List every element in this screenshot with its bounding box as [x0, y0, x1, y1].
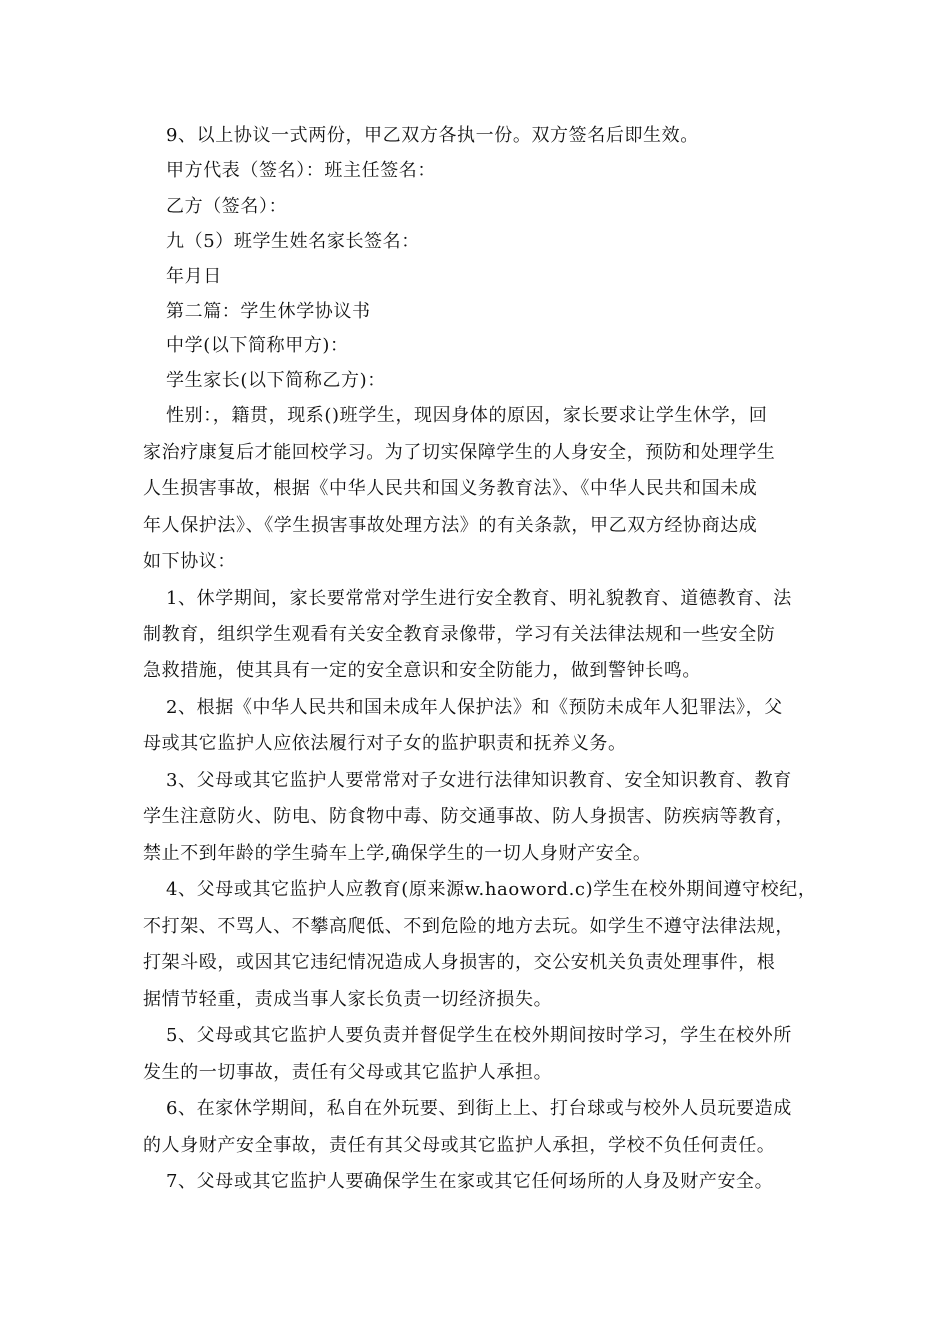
text-line: 急救措施，使其具有一定的安全意识和安全防能力，做到警钟长鸣。 [143, 660, 701, 681]
text-line: 学生注意防火、防电、防食物中毒、防交通事故、防人身损害、防疾病等教育， [143, 806, 794, 827]
text-line: 九（5）班学生姓名家长签名： [166, 231, 420, 252]
text-line: 5、父母或其它监护人要负责并督促学生在校外期间按时学习，学生在校外所 [166, 1025, 792, 1046]
text-line: 3、父母或其它监护人要常常对子女进行法律知识教育、安全知识教育、教育 [166, 770, 792, 791]
text-line: 乙方（签名）： [166, 196, 288, 217]
text-line: 年月日 [166, 266, 222, 287]
text-line: 如下协议： [143, 551, 236, 572]
text-line: 2、根据《中华人民共和国未成年人保护法》和《预防未成年人犯罪法》，父 [166, 697, 783, 718]
text-line: 禁止不到年龄的学生骑车上学,确保学生的一切人身财产安全。 [143, 843, 652, 864]
text-line: 性别：，籍贯，现系()班学生，现因身体的原因，家长要求让学生休学，回 [166, 405, 768, 426]
text-line: 据情节轻重，责成当事人家长负责一切经济损失。 [143, 989, 553, 1010]
text-line: 不打架、不骂人、不攀高爬低、不到危险的地方去玩。如学生不遵守法律法规， [143, 916, 794, 937]
text-line: 家治疗康复后才能回校学习。为了切实保障学生的人身安全，预防和处理学生 [143, 442, 776, 463]
text-line: 中学(以下简称甲方)： [166, 335, 349, 356]
text-line: 年人保护法》、《学生损害事故处理方法》的有关条款，甲乙双方经协商达成 [143, 515, 758, 536]
text-line: 发生的一切事故，责任有父母或其它监护人承担。 [143, 1062, 553, 1083]
text-line: 1、休学期间，家长要常常对学生进行安全教育、明礼貌教育、道德教育、法 [166, 588, 792, 609]
text-line: 打架斗殴，或因其它违纪情况造成人身损害的，交公安机关负责处理事件，根 [143, 952, 776, 973]
text-line: 学生家长(以下简称乙方)： [166, 370, 386, 391]
text-line: 4、父母或其它监护人应教育(原来源w.haoword.c)学生在校外期间遵守校纪， [166, 879, 817, 900]
text-line: 制教育，组织学生观看有关安全教育录像带，学习有关法律法规和一些安全防 [143, 624, 776, 645]
text-line: 9、以上协议一式两份，甲乙双方各执一份。双方签名后即生效。 [166, 125, 699, 146]
text-line: 的人身财产安全事故，责任有其父母或其它监护人承担，学校不负任何责任。 [143, 1135, 776, 1156]
text-line: 6、在家休学期间，私自在外玩要、到街上上、打台球或与校外人员玩要造成 [166, 1098, 792, 1119]
text-line: 人生损害事故，根据《中华人民共和国义务教育法》、《中华人民共和国未成 [143, 478, 758, 499]
text-line: 甲方代表（签名）：班主任签名： [166, 160, 436, 181]
section-heading: 第二篇：学生休学协议书 [166, 301, 371, 322]
text-line: 母或其它监护人应依法履行对子女的监护职责和抚养义务。 [143, 733, 627, 754]
text-line: 7、父母或其它监护人要确保学生在家或其它任何场所的人身及财产安全。 [166, 1171, 774, 1192]
